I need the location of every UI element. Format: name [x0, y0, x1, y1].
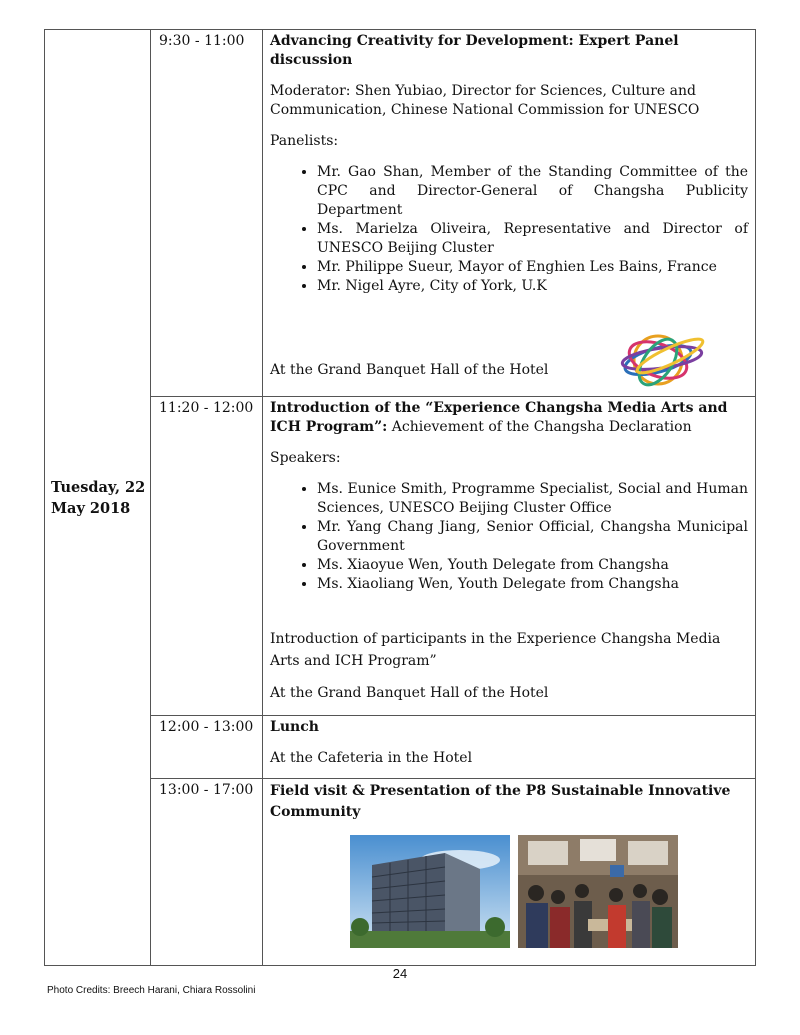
list-item: • Mr. Nigel Ayre, City of York, U.K [317, 277, 748, 296]
content-cell [263, 397, 756, 716]
session-time: 11:20 - 12:00 [159, 400, 254, 416]
list-item: • Mr. Gao Shan, Member of the Standing Committee of the CPC and Director-General of Changsha Publicity Department [317, 163, 748, 220]
page-number: 24 [392, 966, 408, 981]
panelists-list [270, 163, 748, 296]
speakers-list [270, 480, 748, 594]
day-cell [45, 30, 151, 966]
session-moderator: Moderator: Shen Yubiao, Director for Sciences, Culture and Communication, Chinese National Commission for UNESCO [270, 83, 700, 118]
panelists-heading: Panelists: [270, 133, 339, 149]
session-venue: At the Grand Banquet Hall of the Hotel [270, 685, 549, 701]
colorful-globe-logo-icon [610, 326, 720, 396]
session-venue: At the Grand Banquet Hall of the Hotel [270, 361, 549, 378]
session-subtitle: Achievement of the Changsha Declaration [387, 419, 692, 435]
session-time: 9:30 - 11:00 [159, 33, 245, 49]
content-cell [263, 30, 756, 397]
photo-credits: Photo Credits: Breech Harani, Chiara Rossolini [47, 985, 256, 996]
session-row-4 [45, 779, 756, 966]
content-cell [263, 716, 756, 779]
building-photo [350, 835, 510, 948]
day-label [45, 477, 150, 519]
list-item: • Ms. Eunice Smith, Programme Specialist, Social and Human Sciences, UNESCO Beijing Cluster Office [317, 480, 748, 518]
session-time: 12:00 - 13:00 [159, 719, 254, 735]
list-item: • Ms. Xiaoliang Wen, Youth Delegate from Changsha [317, 575, 748, 594]
content-cell [263, 779, 756, 966]
time-cell [151, 30, 263, 397]
time-cell [151, 716, 263, 779]
session-note: Introduction of participants in the Experience Changsha Media Arts and ICH Program” [270, 631, 721, 669]
day-label-line2: May 2018 [51, 499, 131, 517]
time-cell [151, 779, 263, 966]
list-item: • Ms. Xiaoyue Wen, Youth Delegate from Changsha [317, 556, 748, 575]
day-label-line1: Tuesday, 22 [51, 478, 146, 496]
session-row-2 [45, 397, 756, 716]
session-title: Field visit & Presentation of the P8 Sustainable Innovative Community [270, 783, 731, 820]
session-time: 13:00 - 17:00 [159, 782, 254, 798]
meeting-room-photo [518, 835, 678, 948]
session-venue: At the Cafeteria in the Hotel [270, 750, 473, 766]
session-row-1 [45, 30, 756, 397]
list-item: • Ms. Marielza Oliveira, Representative and Director of UNESCO Beijing Cluster [317, 220, 748, 258]
time-cell [151, 397, 263, 716]
list-item: • Mr. Philippe Sueur, Mayor of Enghien Les Bains, France [317, 258, 748, 277]
schedule-table [44, 29, 756, 966]
speakers-heading: Speakers: [270, 450, 341, 466]
session-title: Lunch [270, 719, 319, 735]
session-title: Introduction of the “Experience Changsha Media Arts and ICH Program”: [270, 400, 728, 435]
session-row-3 [45, 716, 756, 779]
list-item: • Mr. Yang Chang Jiang, Senior Official, Changsha Municipal Government [317, 518, 748, 556]
session-title: Advancing Creativity for Development: Expert Panel discussion [270, 33, 679, 68]
